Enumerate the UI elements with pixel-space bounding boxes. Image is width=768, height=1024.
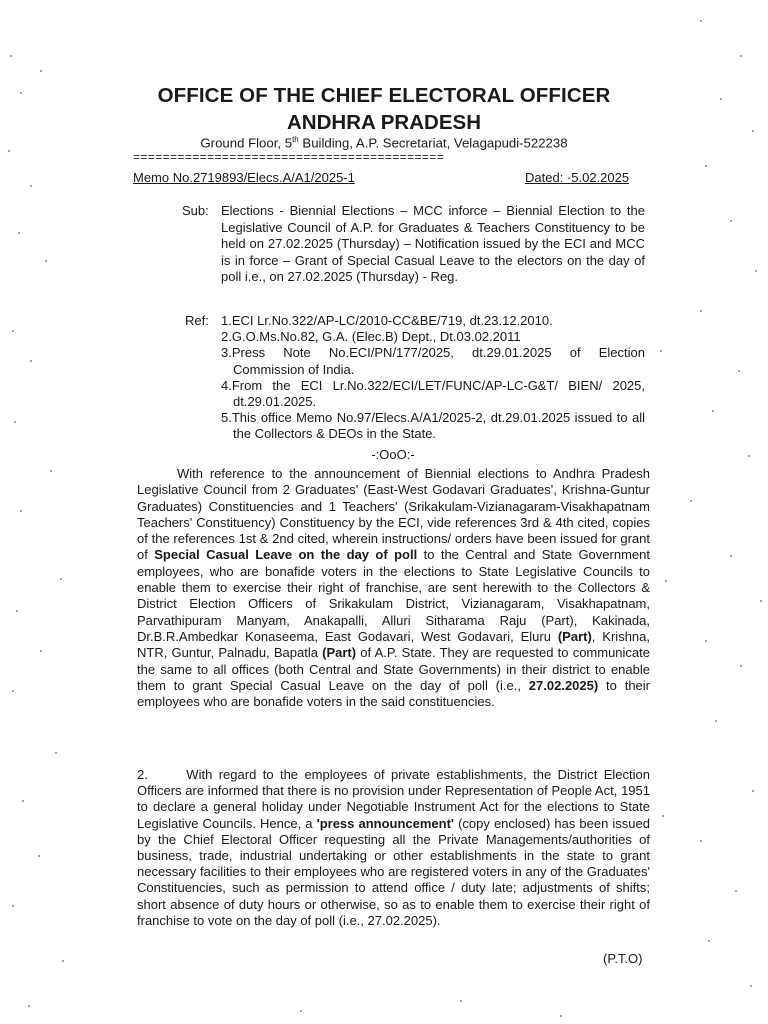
please-turn-over: (P.T.O) bbox=[603, 951, 643, 966]
office-address: Ground Floor, 5th Building, A.P. Secretariat, Velagapudi-522238 bbox=[200, 135, 568, 151]
reference-label: Ref: bbox=[185, 313, 209, 328]
para1-bold-date: 27.02.2025) bbox=[528, 677, 599, 693]
office-title: OFFICE OF THE CHIEF ELECTORAL OFFICER bbox=[157, 84, 611, 107]
reference-item: 4.From the ECI Lr.No.322/ECI/LET/FUNC/AP-LC-G&T/ BIEN/ 2025, dt.29.01.2025. bbox=[221, 377, 645, 410]
para1-bold-leave: Special Casual Leave on the day of poll bbox=[154, 547, 418, 563]
body-paragraph-1 bbox=[137, 466, 650, 710]
para1-text: of A.P. State. They are requested to communicate the same to all offices (both Central and State Governments) in their district to enable them to grant Special Casual Leave on the day of poll (i.e., bbox=[137, 645, 650, 693]
para1-text: to their employees who are bonafide voters in the said constituencies. bbox=[137, 677, 651, 710]
reference-list bbox=[221, 313, 645, 443]
para2-bold-press: 'press announcement' bbox=[316, 815, 455, 831]
section-divider: -:OoO:- bbox=[371, 447, 415, 462]
memo-date: Dated: ·5.02.2025 bbox=[525, 170, 630, 185]
para1-text: to the Central and State Government employees, who are bonafide voters in the elections to State Legislative Councils to enable them to exercise their right of franchise, are sent herewith to the Collectors & District Election Officers of Srikakulam District, Vizianagaram, Visakhapatnam, Parvathipuram Manyam, Anakapalli, Alluri Sitharama Raju (Part), Kakinada, Dr.B.R.Ambedkar Konaseema, East Godavari, West Godavari, Eluru bbox=[137, 547, 650, 644]
reference-item: 1.ECI Lr.No.322/AP-LC/2010-CC&BE/719, dt.23.12.2010. bbox=[221, 313, 553, 328]
state-title: ANDHRA PRADESH bbox=[287, 111, 481, 134]
reference-item: 2.G.O.Ms.No.82, G.A. (Elec.B) Dept., Dt.03.02.2011 bbox=[221, 329, 521, 345]
subject-label: Sub: bbox=[182, 203, 209, 218]
header-separator: ========================================== bbox=[133, 152, 445, 163]
memo-number: Memo No.2719893/Elecs.A/A1/2025-1 bbox=[133, 170, 355, 185]
para1-text: , Krishna, NTR, Guntur, Palnadu, Bapatla bbox=[137, 628, 650, 661]
para2-text: (copy enclosed) has been issued by the Chief Electoral Officer requesting all the Private Managements/authorities of business, trade, industrial undertaking or other establishments in the state to grant necessary facilities to their employees who are registered voters in any of the Graduates' Constituencies, such as permission to attend office / duty late; adjustments of shifts; short absence of duty hours or otherwise, so as to enable them to exercise their right of franchise to vote on the day of poll (i.e., 27.02.2025). bbox=[137, 815, 650, 928]
reference-item: 5.This office Memo No.97/Elecs.A/A1/2025-2, dt.29.01.2025 issued to all the Collectors & DEOs in the State. bbox=[221, 410, 645, 442]
para2-text: 2. With regard to the employees of private establishments, the District Election Officers are informed that there is no provision under Representation of People Act, 1951 to declare a general holiday under Negotiable Instrument Act for the elections to State Legislative Councils. Hence, a bbox=[137, 767, 650, 831]
para1-bold-part: (Part) bbox=[557, 628, 592, 644]
para1-bold-part: (Part) bbox=[322, 645, 357, 661]
subject-text: Elections - Biennial Elections – MCC inforce – Biennial Election to the Legislative Council of A.P. for Graduates & Teachers Constituency to be held on 27.02.2025 (Thursday) – Notification issued by the ECI and MCC is in force – Grant of Special Casual Leave to the electors on the day of poll i.e., on 27.02.2025 (Thursday) - Reg. bbox=[221, 203, 645, 284]
body-paragraph-2 bbox=[137, 767, 650, 929]
para1-text: With reference to the announcement of Biennial elections to Andhra Pradesh Legislative Council from 2 Graduates' (East-West Godavari Graduates', Krishna-Guntur Graduates) Constituencies and 1 Teachers' (Srikakulam-Vizianagaram-Visakhapatnam Teachers' Constituency) Constituency by the ECI, vide references 3rd & 4th cited, copies of the references 1st & 2nd cited, wherein instructions/ orders have been issued for grant of bbox=[137, 466, 650, 563]
reference-item: 3.Press Note No.ECI/PN/177/2025, dt.29.01.2025 of Election Commission of India. bbox=[221, 345, 645, 377]
